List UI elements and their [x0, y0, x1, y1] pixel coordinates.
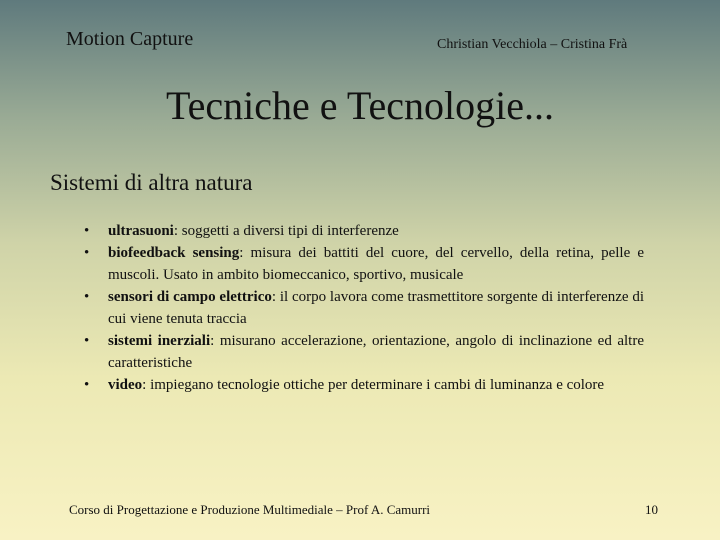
bullet-icon: •	[84, 223, 90, 239]
bullet-list	[84, 220, 644, 396]
bullet-text: : misurano accelerazione, orientazione, angolo di inclinazione ed altre caratteristiche	[108, 333, 644, 371]
bullet-term: sistemi inerziali	[108, 333, 211, 349]
bullet-icon: •	[84, 333, 90, 349]
bullet-term: video	[108, 377, 143, 393]
bullet-item	[84, 286, 644, 330]
page-number: 10	[645, 502, 658, 517]
slide-subtitle: Sistemi di altra natura	[50, 170, 253, 195]
bullet-icon: •	[84, 245, 90, 261]
bullet-text: : misura dei battiti del cuore, del cervello, della retina, pelle e muscoli. Usato in ambito biomeccanico, sportivo, musicale	[108, 245, 644, 283]
bullet-term: sensori di campo elettrico	[108, 289, 272, 305]
slide-title: Tecniche e Tecnologie...	[166, 83, 554, 128]
bullet-term: ultrasuoni	[108, 223, 174, 239]
bullet-item	[84, 242, 644, 286]
header-authors: Christian Vecchiola – Cristina Frà	[437, 37, 628, 52]
bullet-text: : impiegano tecnologie ottiche per determinare i cambi di luminanza e colore	[142, 377, 605, 393]
bullet-text: : soggetti a diversi tipi di interferenze	[173, 223, 399, 239]
bullet-text: : il corpo lavora come trasmettitore sorgente di interferenze di cui viene tenuta traccia	[108, 289, 644, 327]
bullet-item	[84, 330, 644, 374]
header-left-title: Motion Capture	[66, 28, 194, 50]
bullet-icon: •	[84, 377, 90, 393]
bullet-term: biofeedback sensing	[108, 245, 240, 261]
bullet-item	[84, 220, 644, 242]
bullet-icon: •	[84, 289, 90, 305]
footer-course: Corso di Progettazione e Produzione Multimediale – Prof A. Camurri	[69, 502, 431, 517]
bullet-item	[84, 374, 644, 396]
